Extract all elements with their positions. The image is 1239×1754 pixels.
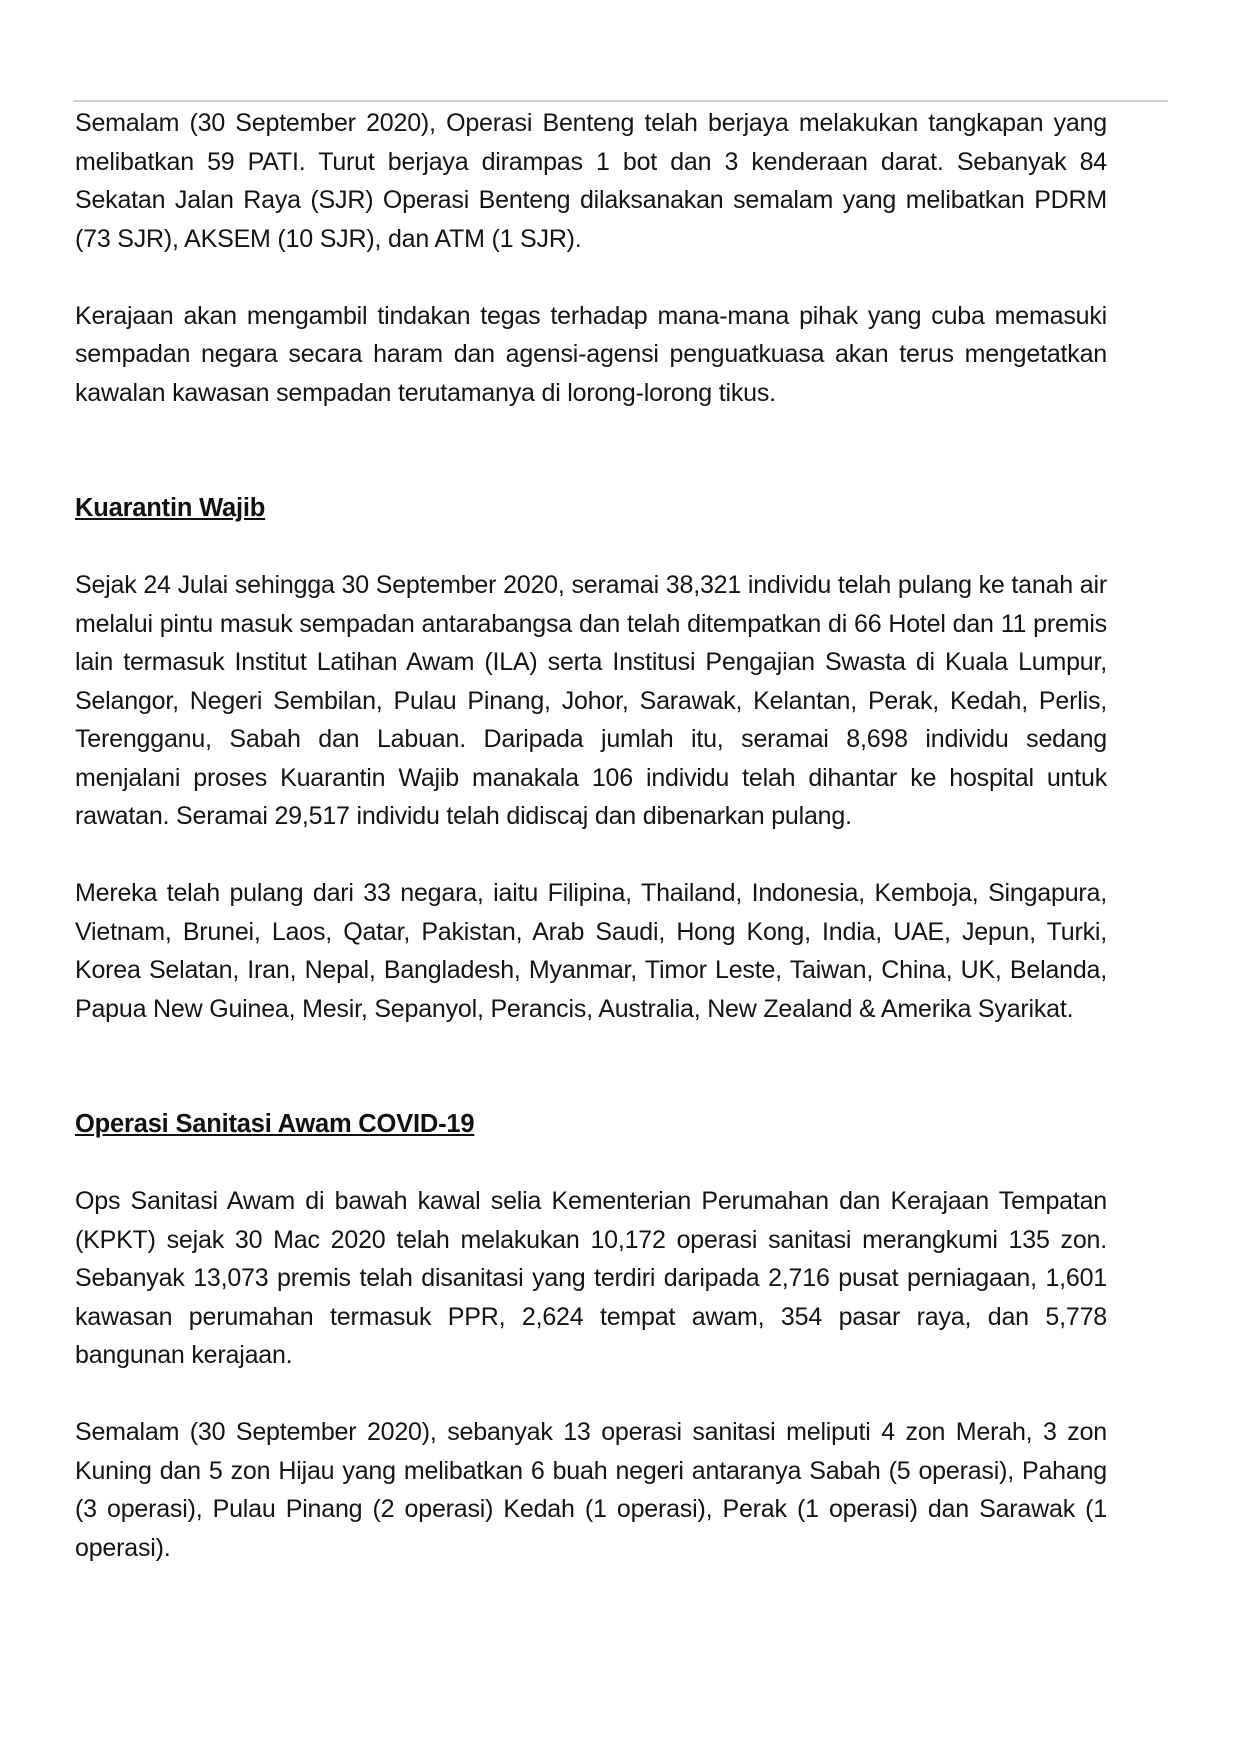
paragraph-kuarantin-statistik: Sejak 24 Julai sehingga 30 September 2020, seramai 38,321 individu telah pulang ke tanah air melalui pintu masuk sempadan antarabangsa dan telah ditempatkan di 66 Hotel dan 11 premis lain termasuk Institut Latihan Awam (ILA) serta Institusi Pengajian Swasta di Kuala Lumpur, Selangor, Negeri Sembilan, Pulau Pinang, Johor, Sarawak, Kelantan, Perak, Kedah, Perlis, Terengganu, Sabah dan Labuan. Daripada jumlah itu, seramai 8,698 individu sedang menjalani proses Kuarantin Wajib manakala 106 individu telah dihantar ke hospital untuk rawatan. Seramai 29,517 individu telah didiscaj dan dibenarkan pulang. [75, 571, 1107, 830]
heading-operasi-sanitasi-awam: Operasi Sanitasi Awam COVID-19 [75, 1110, 475, 1138]
paragraph-sanitasi-semalam: Semalam (30 September 2020), sebanyak 13 operasi sanitasi meliputi 4 zon Merah, 3 zon Kuning dan 5 zon Hijau yang melibatkan 6 buah negeri antaranya Sabah (5 operasi), Pahang (3 operasi), Pulau Pinang (2 operasi) Kedah (1 operasi), Perak (1 operasi) dan Sarawak (1 operasi). [75, 1418, 1107, 1562]
document-content [75, 104, 1107, 1606]
paragraph-sanitasi-statistik: Ops Sanitasi Awam di bawah kawal selia Kementerian Perumahan dan Kerajaan Tempatan (KPKT) sejak 30 Mac 2020 telah melakukan 10,172 operasi sanitasi merangkumi 135 zon. Sebanyak 13,073 premis telah disanitasi yang terdiri daripada 2,716 pusat perniagaan, 1,601 kawasan perumahan termasuk PPR, 2,624 tempat awam, 354 pasar raya, dan 5,778 bangunan kerajaan. [75, 1187, 1107, 1369]
header-rule-divider [73, 100, 1168, 102]
paragraph-operasi-benteng-tangkapan: Semalam (30 September 2020), Operasi Benteng telah berjaya melakukan tangkapan yang melibatkan 59 PATI. Turut berjaya dirampas 1 bot dan 3 kenderaan darat. Sebanyak 84 Sekatan Jalan Raya (SJR) Operasi Benteng dilaksanakan semalam yang melibatkan PDRM (73 SJR), AKSEM (10 SJR), dan ATM (1 SJR). [75, 109, 1107, 253]
paragraph-senarai-negara: Mereka telah pulang dari 33 negara, iaitu Filipina, Thailand, Indonesia, Kemboja, Singapura, Vietnam, Brunei, Laos, Qatar, Pakistan, Arab Saudi, Hong Kong, India, UAE, Jepun, Turki, Korea Selatan, Iran, Nepal, Bangladesh, Myanmar, Timor Leste, Taiwan, China, UK, Belanda, Papua New Guinea, Mesir, Sepanyol, Perancis, Australia, New Zealand & Amerika Syarikat. [75, 879, 1107, 1023]
heading-kuarantin-wajib: Kuarantin Wajib [75, 494, 266, 522]
paragraph-kerajaan-tindakan-tegas: Kerajaan akan mengambil tindakan tegas terhadap mana-mana pihak yang cuba memasuki sempadan negara secara haram dan agensi-agensi penguatkuasa akan terus mengetatkan kawalan kawasan sempadan terutamanya di lorong-lorong tikus. [75, 301, 1107, 407]
